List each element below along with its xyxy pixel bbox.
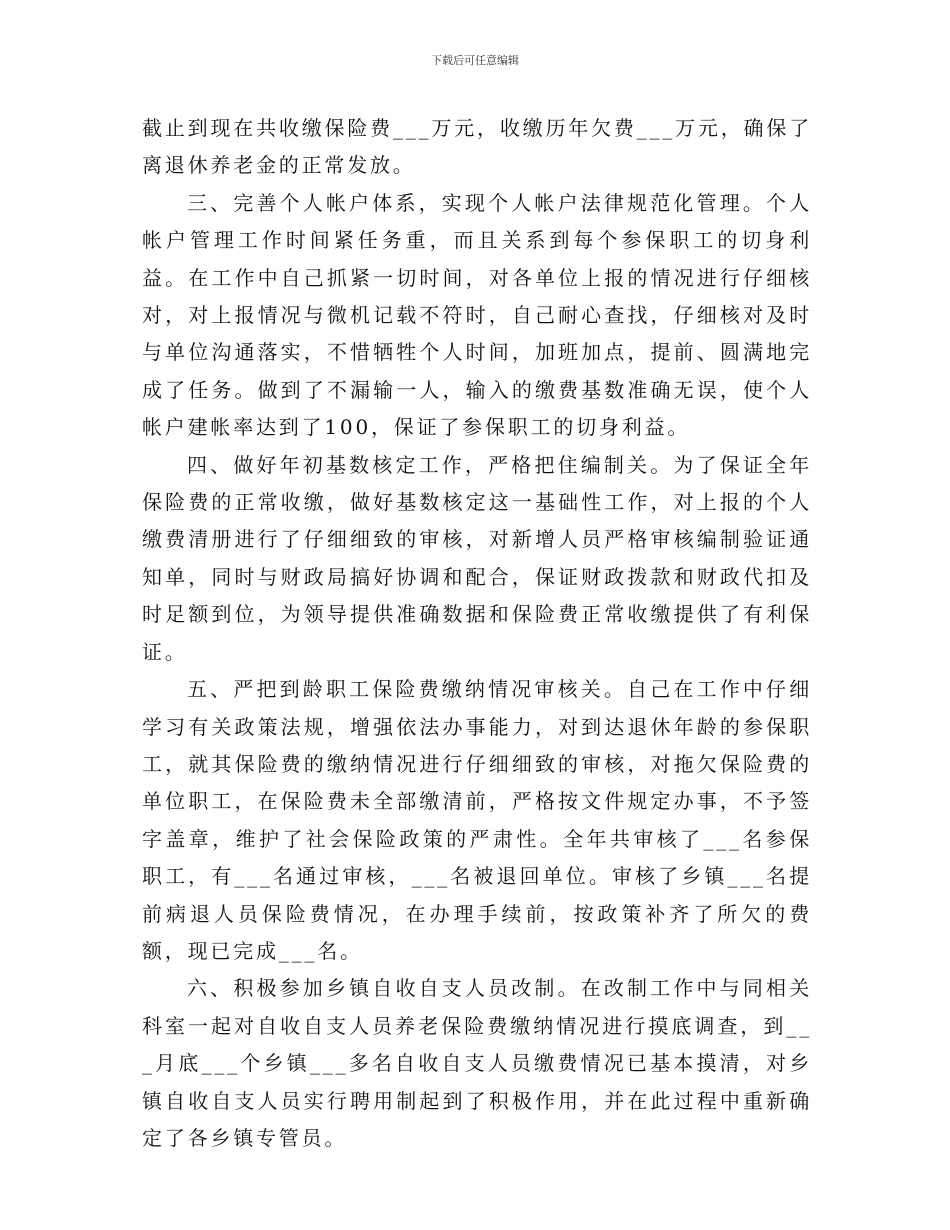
paragraph-section-four: 四、做好年初基数核定工作，严格把住编制关。为了保证全年保险费的正常收缴，做好基数核定这一基础性工作，对上报的个人缴费清册进行了仔细细致的审核，对新增人员严格审核编制验证通知单，同时与财政局搞好协调和配合，保证财政拨款和财政代扣及时足额到位，为领导提供准确数据和保险费正常收缴提供了有利保证。 — [142, 452, 812, 664]
page-header: 下载后可任意编辑 — [431, 54, 519, 67]
paragraph-section-five: 五、严把到龄职工保险费缴纳情况审核关。自己在工作中仔细学习有关政策法规，增强依法办事能力，对到达退休年龄的参保职工，就其保险费的缴纳情况进行仔细细致的审核，对拖欠保险费的单位职工，在保险费未全部缴清前，严格按文件规定办事，不予签字盖章，维护了社会保险政策的严肃性。全年共审核了___名参保职工，有___名通过审核，___名被退回单位。审核了乡镇___名提前病退人员保险费情况，在办理手续前，按政策补齐了所欠的费额，现已完成___名。 — [142, 677, 812, 963]
paragraph-continuation: 截止到现在共收缴保险费___万元，收缴历年欠费___万元，确保了离退休养老金的正常发放。 — [142, 116, 812, 178]
paragraph-section-six: 六、积极参加乡镇自收自支人员改制。在改制工作中与同相关科室一起对自收自支人员养老保险费缴纳情况进行摸底调查，到___月底___个乡镇___多名自收自支人员缴费情况已基本摸清，对乡镇自收自支人员实行聘用制起到了积极作用，并在此过程中重新确定了各乡镇专管员。 — [142, 976, 812, 1150]
document-body — [142, 110, 812, 1157]
paragraph-section-three: 三、完善个人帐户体系，实现个人帐户法律规范化管理。个人帐户管理工作时间紧任务重，而且关系到每个参保职工的切身利益。在工作中自己抓紧一切时间，对各单位上报的情况进行仔细核对，对上报情况与微机记载不符时，自己耐心查找，仔细核对及时与单位沟通落实，不惜牺牲个人时间，加班加点，提前、圆满地完成了任务。做到了不漏输一人，输入的缴费基数准确无误，使个人帐户建帐率达到了100，保证了参保职工的切身利益。 — [142, 190, 812, 440]
